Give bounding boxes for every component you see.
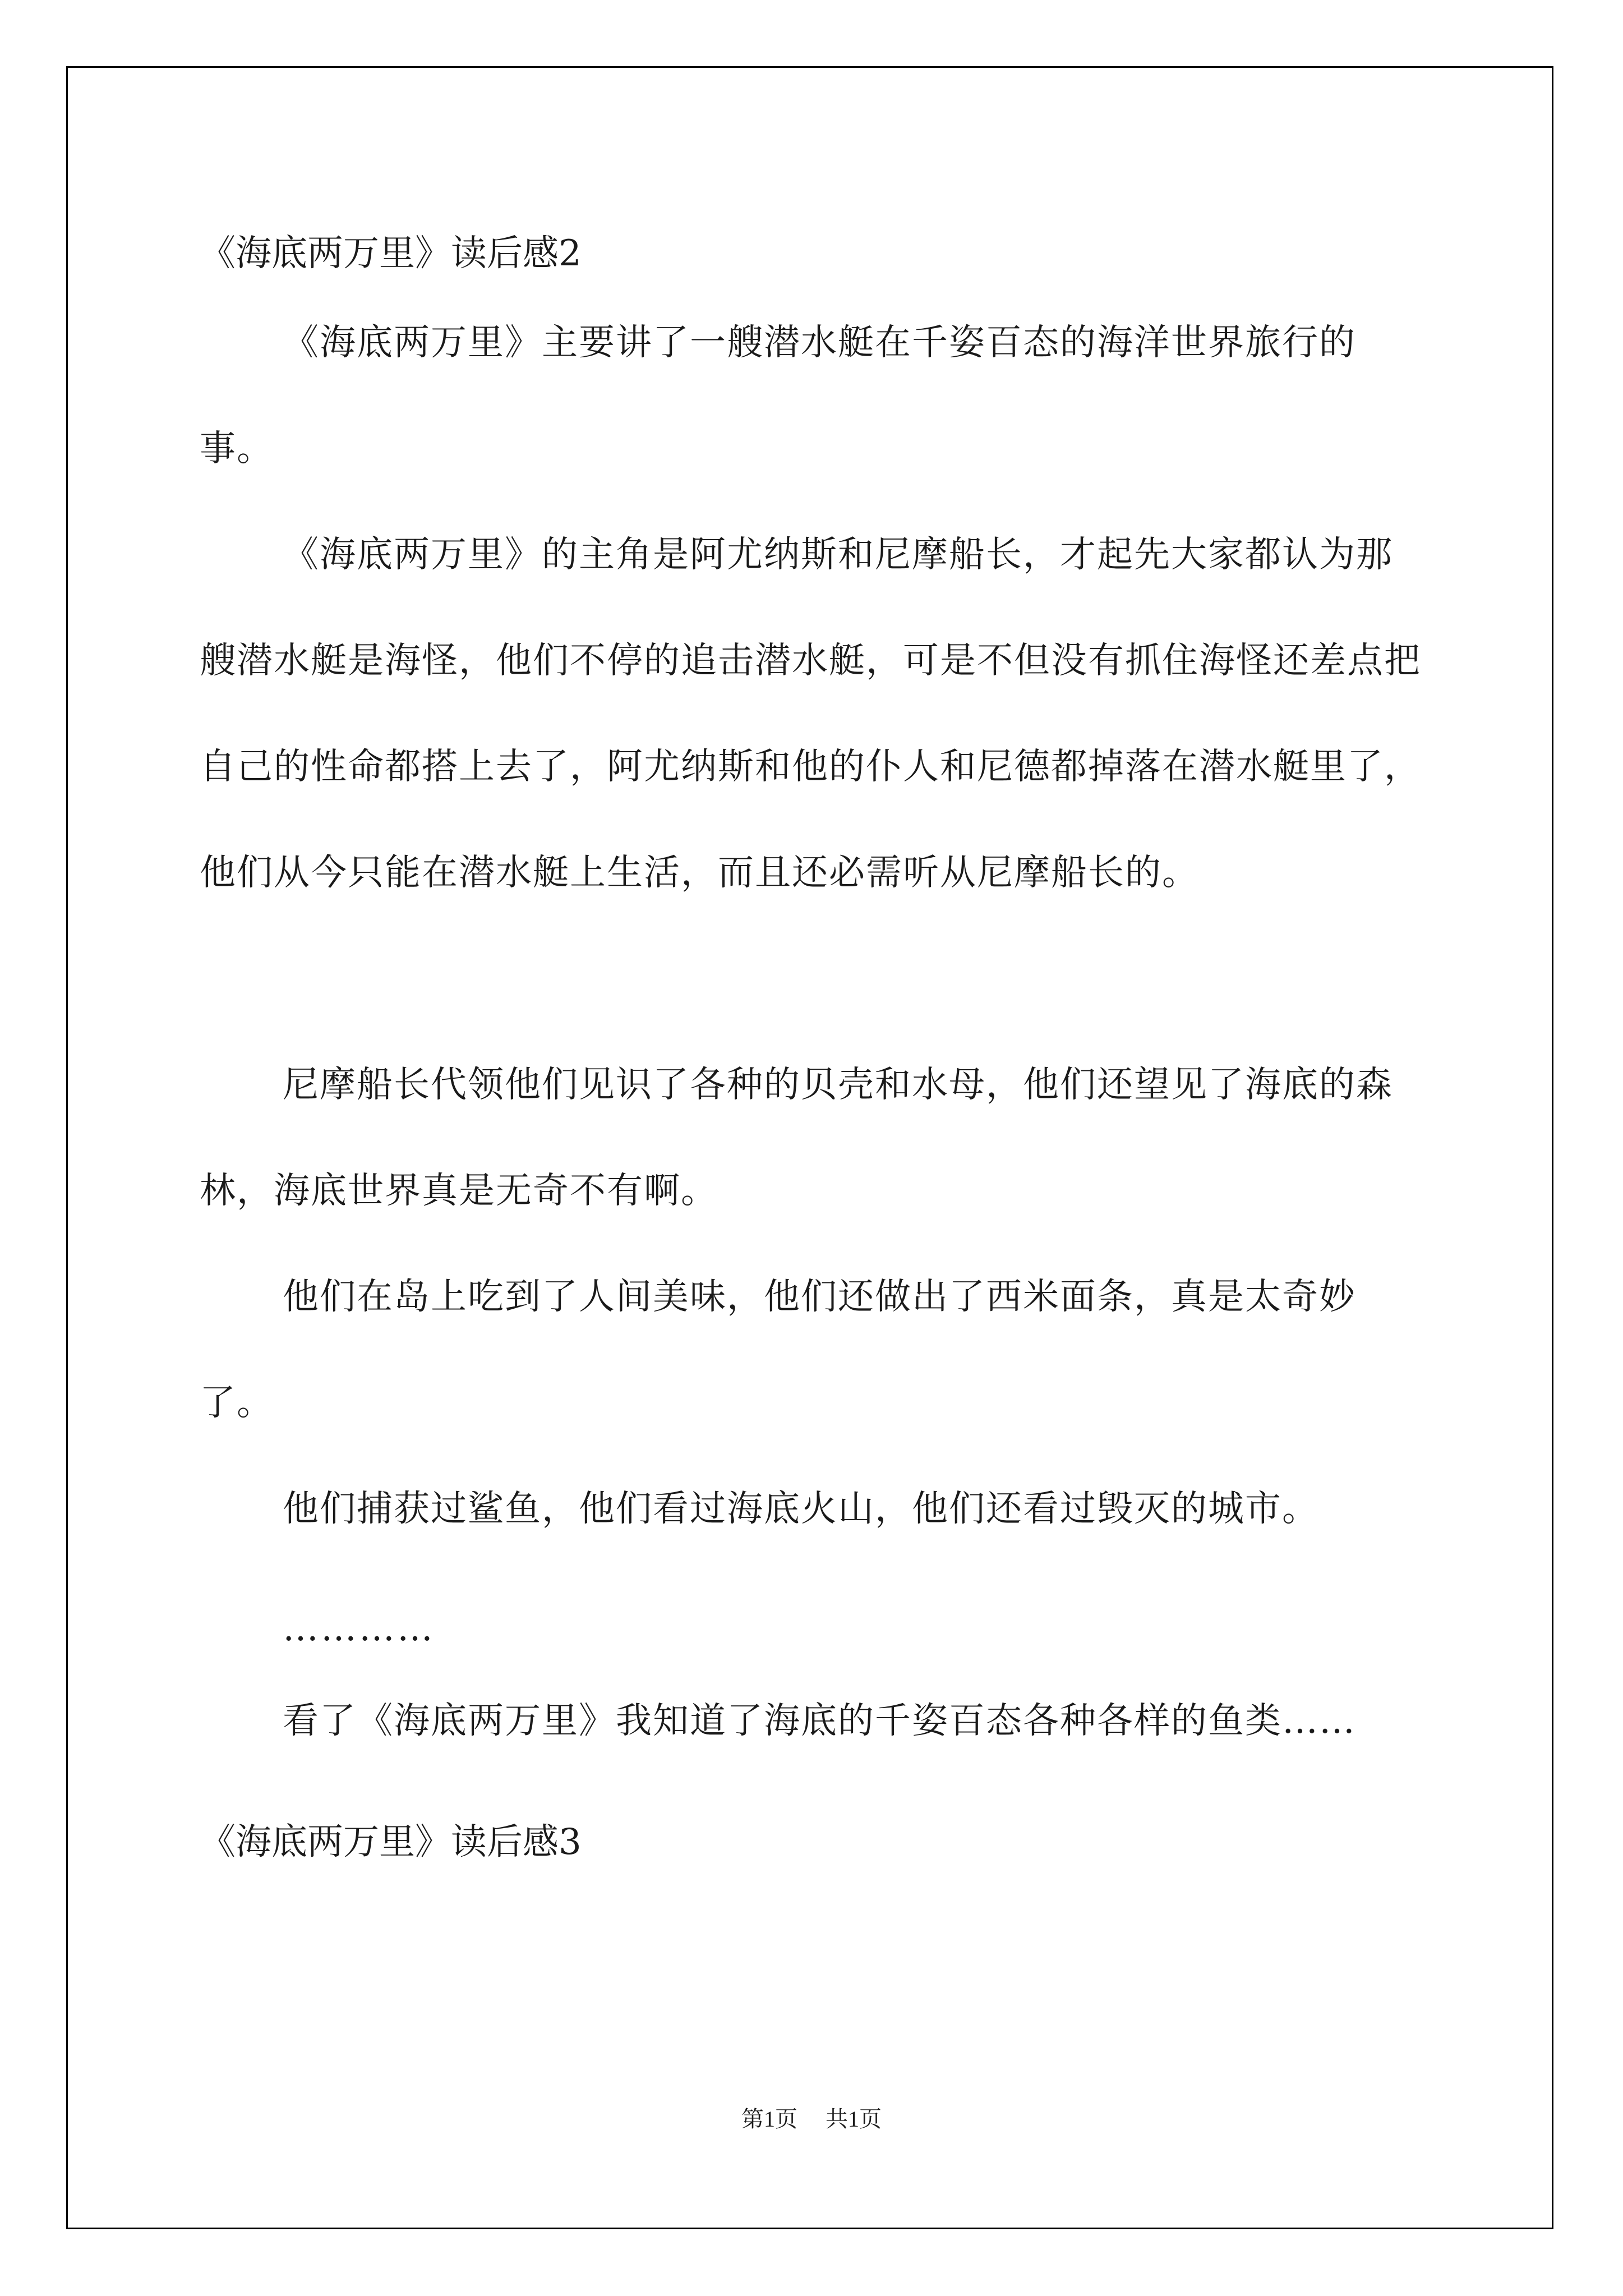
page-number: 第1页 bbox=[741, 2106, 797, 2132]
page-total: 共1页 bbox=[826, 2106, 882, 2132]
paragraph-5: 他们捕获过鲨鱼，他们看过海底火山，他们还看过毁灭的城市。 bbox=[283, 1488, 1319, 1530]
ellipsis-line: ………… bbox=[283, 1608, 435, 1649]
section-heading-2: 《海底两万里》读后感2 bbox=[200, 233, 582, 274]
paragraph-1: 《海底两万里》主要讲了一艘潜水艇在千姿百态的海洋世界旅行的事。 bbox=[200, 322, 1356, 470]
closing-paragraph: 看了《海底两万里》我知道了海底的千姿百态各种各样的鱼类…… bbox=[283, 1700, 1356, 1742]
page-footer bbox=[0, 2106, 1623, 2133]
paragraph-4: 他们在岛上吃到了人间美味，他们还做出了西米面条，真是太奇妙了。 bbox=[200, 1276, 1356, 1424]
paragraph-2: 《海底两万里》的主角是阿尤纳斯和尼摩船长，才起先大家都认为那艘潜水艇是海怪，他们不停的追击潜水艇，可是不但没有抓住海怪还差点把自己的性命都搭上去了，阿尤纳斯和他的仆人和尼德都掉落在潜水艇里了，他们从今只能在潜水艇上生活，而且还必需听从尼摩船长的。 bbox=[200, 534, 1421, 894]
section-heading-3: 《海底两万里》读后感3 bbox=[200, 1821, 582, 1863]
paragraph-3: 尼摩船长代领他们见识了各种的贝壳和水母，他们还望见了海底的森林，海底世界真是无奇不有啊。 bbox=[200, 1064, 1393, 1212]
